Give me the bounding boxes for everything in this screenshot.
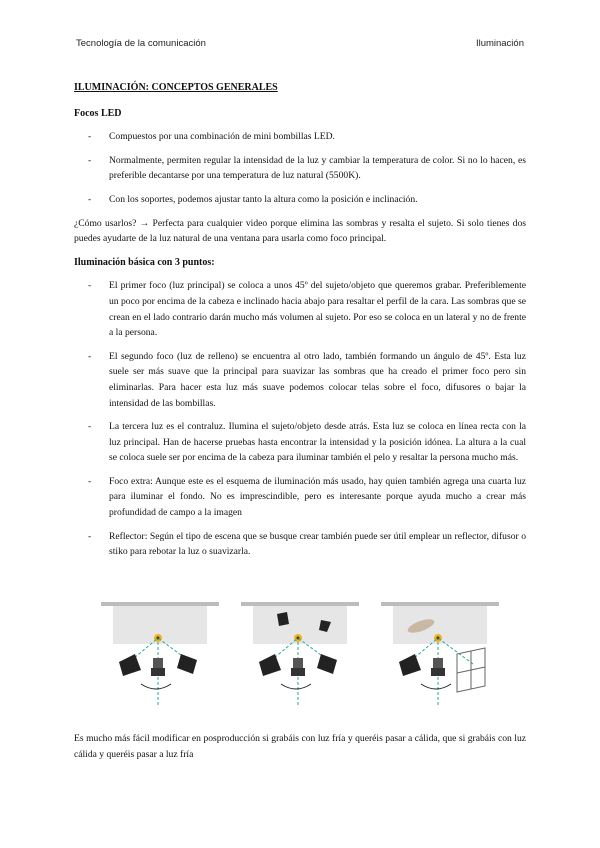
led-list: [74, 129, 526, 207]
section-heading-3-points: Iluminación básica con 3 puntos:: [74, 256, 215, 268]
list-item: - Reflector: Según el tipo de escena que se busque crear también puede ser útil emplear un reflector, difusor o stiko para rebotar la luz o suavizarla.: [74, 529, 526, 560]
lighting-with-window-diagram-icon: [381, 602, 499, 712]
page-content: [74, 80, 526, 568]
usage-paragraph: ¿Cómo usarlos? → Perfecta para cualquier video porque elimina las sombras y resalta el sujeto. Si solo tienes dos puedes ayudarte de la luz natural de una ventana para usarla como foco principal.: [74, 217, 526, 245]
list-item: - Con los soportes, podemos ajustar tanto la altura como la posición e inclinación.: [74, 192, 526, 208]
list-item: - Normalmente, permiten regular la intensidad de la luz y cambiar la temperatura de color. Si no lo hacen, es preferible decantarse por una temperatura de luz natural (5500K).: [74, 153, 526, 184]
list-item: - Foco extra: Aunque este es el esquema de iluminación más usado, hay quien también agrega una cuarta luz para iluminar el fondo. No es imprescindible, pero es interesante porque ayuda mucho a crear más profundidad de campo a la imagen: [74, 474, 526, 521]
header-left: Tecnología de la comunicación: [76, 38, 206, 49]
page-title: ILUMINACIÓN: CONCEPTOS GENERALES: [74, 82, 278, 93]
closing-paragraph: Es mucho más fácil modificar en posproducción si grabáis con luz fría y queréis pasar a cálida, que si grabáis con luz cálida y queréis pasar a luz fría: [74, 733, 526, 760]
three-point-list: [74, 278, 526, 560]
header-right: Iluminación: [475, 38, 524, 49]
four-point-lighting-diagram-icon: [241, 602, 359, 712]
section-heading-led: Focos LED: [74, 107, 122, 119]
list-item: - El primer foco (luz principal) se coloca a unos 45º del sujeto/objeto que queremos grabar. Preferiblemente un poco por encima de la cabeza e inclinado hacia abajo para resaltar el perfil de la cara. Las sombras que se crean en el lado contrario darán mucho más volumen al sujeto. Por eso se coloca en un lateral y no de frente a la persona.: [74, 278, 526, 340]
list-item: - El segundo foco (luz de relleno) se encuentra al otro lado, también formando un ángulo de 45º. Esta luz suele ser más suave que la principal para suavizar las sombras que ha creado el primer foco pero sin eliminarlas. Para hacer esta luz más suave podemos colocar telas sobre el foco, difusores o bajar la intensidad de las bombillas.: [74, 349, 526, 411]
list-item: - La tercera luz es el contraluz. Ilumina el sujeto/objeto desde atrás. Esta luz se coloca en línea recta con la luz principal. Han de hacerse pruebas hasta encontrar la intensidad y la posición idónea. La altura a la cual se coloca suele ser por encima de la cabeza para iluminar también el pelo y resaltar la persona mucho más.: [74, 419, 526, 466]
list-item: - Compuestos por una combinación de mini bombillas LED.: [74, 129, 526, 145]
three-point-lighting-diagram-icon: [101, 602, 219, 712]
